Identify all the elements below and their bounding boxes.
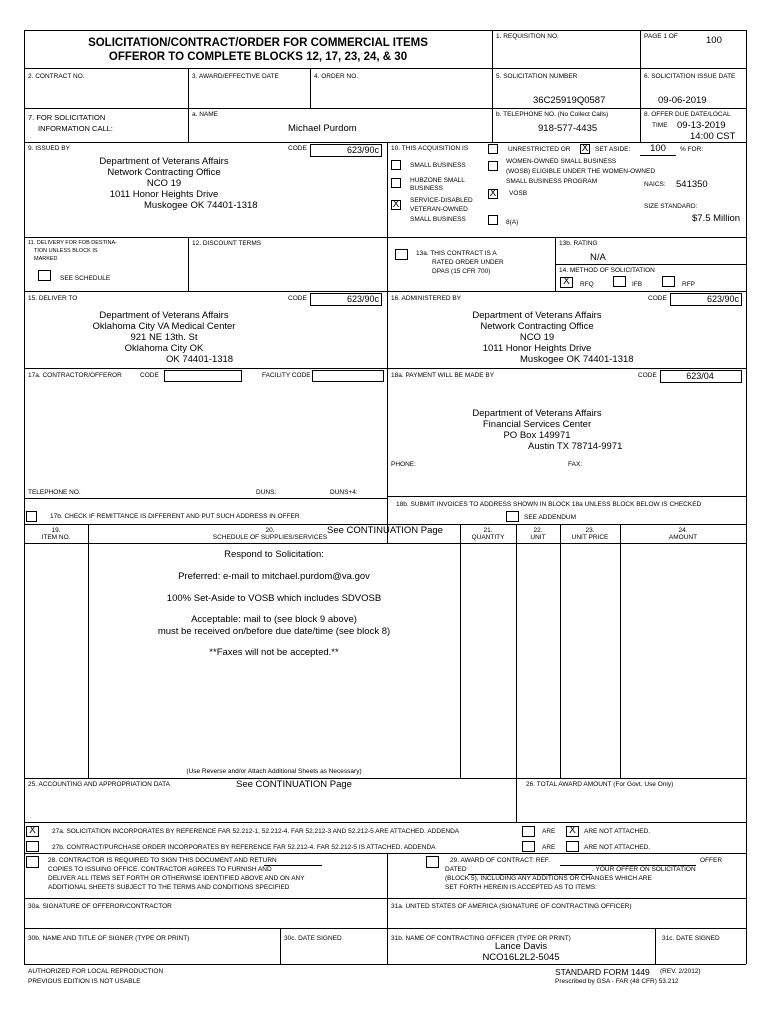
offer-due-date: 09-13-2019 [677,120,726,131]
total-award-label: 26. TOTAL AWARD AMOUNT (For Govt. Use Only) [526,781,674,788]
schedule-text-line: **Faxes will not be accepted.** [209,647,339,658]
facility-code-field[interactable] [312,370,384,382]
issued-by-address-line: Department of Veterans Affairs [99,156,229,167]
addenda-are-label-a: ARE [542,828,556,835]
rated-order-checkbox[interactable] [395,249,408,260]
set-aside-label: SET ASIDE: [595,146,631,153]
eight-a-label: 8(A) [506,219,519,226]
contractor-sign-checkbox[interactable] [26,856,39,868]
schedule-text-line: Preferred: e-mail to mitchael.purdom@va.gov [178,571,370,582]
delivery-label-3: MARKED [34,256,58,262]
wosb-label-1: WOMEN-OWNED SMALL BUSINESS [506,158,617,165]
form-subtitle: OFFEROR TO COMPLETE BLOCKS 12, 17, 23, 24, & 30 [108,51,408,63]
issued-by-address-line: 1011 Honor Heights Drive [109,189,219,200]
eight-a-checkbox[interactable] [488,215,498,225]
deliver-to-address-line: OK 74401-1318 [166,354,234,365]
contractor-sign-line-3: DELIVER ALL ITEMS SET FORTH OR OTHERWISE IDENTIFIED ABOVE AND ON ANY [48,875,305,882]
see-addendum-checkbox[interactable] [506,511,519,522]
addenda-not-checkbox-a[interactable]: X [566,826,579,837]
small-business-label: SMALL BUSINESS [410,162,466,169]
award-line-3: (BLOCK 5), INCLUDING ANY ADDITIONS OR CHANGES WHICH ARE [445,875,652,882]
col-item-no: ITEM NO. [41,534,71,541]
schedule-text-line: Acceptable: mail to (see block 9 above) [191,614,357,625]
payment-phone-label: PHONE: [391,461,416,468]
method-label: 14. METHOD OF SOLICITATION [559,267,655,274]
order-no-label: 4. ORDER NO. [314,73,359,80]
contact-name: Michael Purdom [288,123,357,134]
signer-date-label: 30c. DATE SIGNED [284,935,342,942]
page-total: 100 [706,35,722,46]
issued-code: 623/90c [310,144,382,157]
facility-code-label: FACILITY CODE [262,372,311,379]
form-title: SOLICITATION/CONTRACT/ORDER FOR COMMERCIAL ITEMS [88,37,428,49]
see-schedule-checkbox[interactable] [38,270,51,281]
admin-code: 623/90c [670,293,742,306]
col-unit-price: UNIT PRICE [571,534,609,541]
far-attached-label: 27a. SOLICITATION INCORPORATES BY REFERENCE FAR 52.212-1, 52.212-4. FAR 52.212-3 AND 52.212-5 ARE ATTACHED. ADDENDA [52,828,460,835]
name-label: a. NAME [192,111,219,118]
far-po-checkbox[interactable] [26,841,39,852]
addenda-not-label-b: ARE NOT ATTACHED. [584,844,651,851]
ifb-checkbox[interactable] [613,276,626,287]
percent-for-label: % FOR: [680,146,704,153]
deliver-code-label: CODE [288,295,307,302]
issued-by-address-line: Network Contracting Office [107,167,221,178]
administered-by-address-line: NCO 19 [519,332,555,343]
award-line-1: 29. AWARD OF CONTRACT: REF. [450,857,550,864]
contractor-code-field[interactable] [164,370,242,382]
signature-offeror-label: 30a. SIGNATURE OF OFFEROR/CONTRACTOR [28,903,172,910]
remittance-label: 17b. CHECK IF REMITTANCE IS DIFFERENT AND PUT SUCH ADDRESS IN OFFER [50,513,300,520]
col-20-number: 20. [265,527,275,534]
sdvosb-checkbox[interactable]: X [392,199,400,210]
unrestricted-checkbox[interactable] [488,144,498,154]
solicitation-date-label: 6. SOLICITATION ISSUE DATE [644,73,736,80]
sdvosb-label-1: SERVICE-DISABLED [410,197,473,204]
naics-code: 541350 [676,179,708,190]
issued-by-address-line: Muskogee OK 74401-1318 [144,200,258,211]
col-19-number: 19. [51,527,61,534]
contractor-label: 17a. CONTRACTOR/OFFEROR [28,372,122,379]
admin-code-label: CODE [648,295,667,302]
administered-by-address-line: 1011 Honor Heights Drive [482,343,592,354]
see-schedule-label: SEE SCHEDULE [60,275,111,282]
form-revision: (REV. 2/2012) [660,968,701,975]
deliver-code: 623/90c [310,293,382,306]
wosb-checkbox[interactable] [488,161,498,171]
col-22-number: 22. [533,527,543,534]
see-continuation-page: See CONTINUATION Page [327,525,443,536]
contractor-sign-line-2: COPIES TO ISSUING OFFICE. CONTRACTOR AGREES TO FURNISH AND [48,866,272,873]
officer-date-label: 31c. DATE SIGNED [662,935,720,942]
accounting-label: 25. ACCOUNTING AND APPROPRIATION DATA [28,781,170,788]
rating-value: N/A [590,252,606,263]
col-24-number: 24. [678,527,688,534]
payment-address-line: Austin TX 78714-9971 [528,441,623,452]
page-label: PAGE 1 OF [644,33,678,40]
rated-order-label-1: 13a. THIS CONTRACT IS A [416,250,497,257]
wosb-label-3: SMALL BUSINESS PROGRAM [506,178,598,185]
sdvosb-label-2: VETERAN-OWNED [410,206,468,213]
col-quantity: QUANTITY [471,534,505,541]
ifb-label: IFB [632,281,643,288]
delivery-label-2: TION UNLESS BLOCK IS [34,248,98,254]
contractor-code-label: CODE [140,372,159,379]
vosb-label: VOSB [509,190,528,197]
deliver-to-address-line: Oklahoma City VA Medical Center [92,321,236,332]
contract-no-label: 2. CONTRACT NO. [28,73,85,80]
for-solicitation-label: 7. FOR SOLICITATION [28,113,106,122]
offer-due-time: 14:00 CST [690,131,736,142]
addenda-not-label-a: ARE NOT ATTACHED. [584,828,651,835]
contractor-sign-line-1: 28. CONTRACTOR IS REQUIRED TO SIGN THIS DOCUMENT AND RETURN [48,857,277,864]
rfq-label: RFQ [580,281,594,288]
award-line-4: SET FORTH HEREIN IS ACCEPTED AS TO ITEMS: [445,884,597,891]
col-unit: UNIT [530,534,546,541]
duns-label: DUNS: [256,489,277,496]
rfp-checkbox[interactable] [662,276,675,287]
addenda-are-checkbox-a[interactable] [522,826,535,837]
footer-previous-edition: PREVIOUS EDITION IS NOT USABLE [28,978,141,985]
payment-fax-label: FAX: [568,461,583,468]
deliver-to-address-line: Department of Veterans Affairs [99,310,229,321]
solicitation-number: 36C25919Q0587 [533,95,606,106]
set-aside-percent: 100 [640,144,676,156]
issued-by-address-line: NCO 19 [146,178,182,189]
rfq-checkbox[interactable]: X [560,277,573,288]
addenda-are-label-b: ARE [542,844,556,851]
award-offer-label: OFFER [700,857,723,864]
discount-terms-label: 12. DISCOUNT TERMS [192,240,262,247]
payment-code: 623/04 [660,370,742,383]
acquisition-label: 10. THIS ACQUISITION IS [391,145,469,152]
administered-by-address-line: Department of Veterans Affairs [472,310,602,321]
issued-by-label: 9. ISSUED BY [28,145,70,152]
award-line-2: . YOUR OFFER ON SOLICITATION [592,866,696,873]
administered-by-address-line: Network Contracting Office [480,321,594,332]
payment-address-line: PO Box 149971 [503,430,571,441]
award-dated-label: DATED [445,866,467,873]
award-checkbox[interactable] [426,856,439,868]
solicitation-date: 09-06-2019 [658,95,707,106]
footer-authorized: AUTHORIZED FOR LOCAL REPRODUCTION [28,968,164,975]
offer-due-label: 8. OFFER DUE DATE/LOCAL [644,111,731,118]
standard-form-number: STANDARD FORM 1449 [555,967,650,977]
contracting-officer-name: Lance Davis [494,941,548,952]
telephone-label: b. TELEPHONE NO. (No Collect Calls) [496,111,609,118]
rated-order-label-2: RATED ORDER UNDER [432,259,504,266]
administered-by-address-line: Muskogee OK 74401-1318 [520,354,634,365]
deliver-to-address-line: 921 NE 13th. St [130,332,198,343]
vosb-checkbox[interactable]: X [489,188,497,199]
requisition-label: 1. REQUISITION NO. [496,33,559,40]
duns-plus-label: DUNS+4: [330,489,358,496]
contracting-officer-id: NCO16L2L2-5045 [482,952,560,963]
wosb-label-2: (WOSB) ELIGIBLE UNDER THE WOMEN-OWNED [506,168,656,175]
submit-invoices-label: 18b. SUBMIT INVOICES TO ADDRESS SHOWN IN BLOCK 18a UNLESS BLOCK BELOW IS CHECKED [396,501,702,508]
hubzone-label-2: BUSINESS [410,185,443,192]
schedule-text-line: 100% Set-Aside to VOSB which includes SDVOSB [166,593,382,604]
prescribed-by: Prescribed by GSA - FAR (48 CFR) 53.212 [555,978,679,985]
rated-order-label-3: DPAS (15 CFR 700) [432,268,491,275]
contractor-sign-line-4: ADDITIONAL SHEETS SUBJECT TO THE TERMS AND CONDITIONS SPECIFIED [48,884,290,891]
payment-address-line: Department of Veterans Affairs [472,408,602,419]
information-call-label: INFORMATION CALL: [38,124,113,133]
rfp-label: RFP [682,281,695,288]
delivery-label-1: 11. DELIVERY FOR FOB DESTINA- [28,240,117,246]
hubzone-label-1: HUBZONE SMALL [410,177,465,184]
unrestricted-label: UNRESTRICTED OR [508,146,571,153]
small-business-checkbox[interactable] [391,160,401,170]
telephone-number: 918-577-4435 [538,123,598,134]
schedule-text-line: Respond to Solicitation: [224,549,324,560]
col-amount: AMOUNT [668,534,698,541]
signature-officer-label: 31a. UNITED STATES OF AMERICA (SIGNATURE OF CONTRACTING OFFICER) [391,903,632,910]
rating-label: 13b. RATING [559,240,598,247]
administered-by-label: 16. ADMINISTERED BY [391,295,462,302]
far-po-label: 27b. CONTRACT/PURCHASE ORDER INCORPORATES BY REFERENCE FAR 52.212-4. FAR 52.212-5 IS ATTACHED. ADDENDA [52,844,436,851]
use-reverse-note: (Use Reverse and/or Attach Additional Sheets as Necessary) [186,768,362,775]
col-21-number: 21. [483,527,493,534]
deliver-to-address-line: Oklahoma City OK [124,343,204,354]
contractor-telephone-label: TELEPHONE NO. [28,489,81,496]
payment-code-label: CODE [638,372,657,379]
far-attached-checkbox[interactable]: X [26,826,39,837]
payment-address-line: Financial Services Center [482,419,592,430]
see-addendum-label: SEE ADDENDUM [524,514,577,521]
col-23-number: 23. [585,527,595,534]
payment-label: 18a. PAYMENT WILL BE MADE BY [391,372,495,379]
issued-code-label: CODE [288,145,307,152]
naics-label: NAICS: [644,181,666,188]
time-label: TIME [652,122,668,129]
solicitation-number-label: 5. SOLICITATION NUMBER [496,73,578,80]
size-standard-label: SIZE STANDARD: [644,203,698,210]
officer-name-label: 31b. NAME OF CONTRACTING OFFICER (TYPE OR PRINT) [391,935,571,942]
addenda-not-checkbox-b[interactable] [566,841,579,852]
accounting-value: See CONTINUATION Page [236,779,352,790]
remittance-checkbox[interactable] [26,511,37,522]
award-date-label: 3. AWARD/EFFECTIVE DATE [192,73,279,80]
sdvosb-label-3: SMALL BUSINESS [410,216,466,223]
signer-name-label: 30b. NAME AND TITLE OF SIGNER (TYPE OR PRINT) [28,935,190,942]
size-standard: $7.5 Million [692,213,741,224]
set-aside-checkbox[interactable]: X [581,143,589,154]
schedule-text-line: must be received on/before due date/time (see block 8) [157,626,391,637]
deliver-to-label: 15. DELIVER TO [28,295,78,302]
hubzone-checkbox[interactable] [391,178,401,188]
addenda-are-checkbox-b[interactable] [522,841,535,852]
col-schedule: SCHEDULE OF SUPPLIES/SERVICES [212,534,328,541]
